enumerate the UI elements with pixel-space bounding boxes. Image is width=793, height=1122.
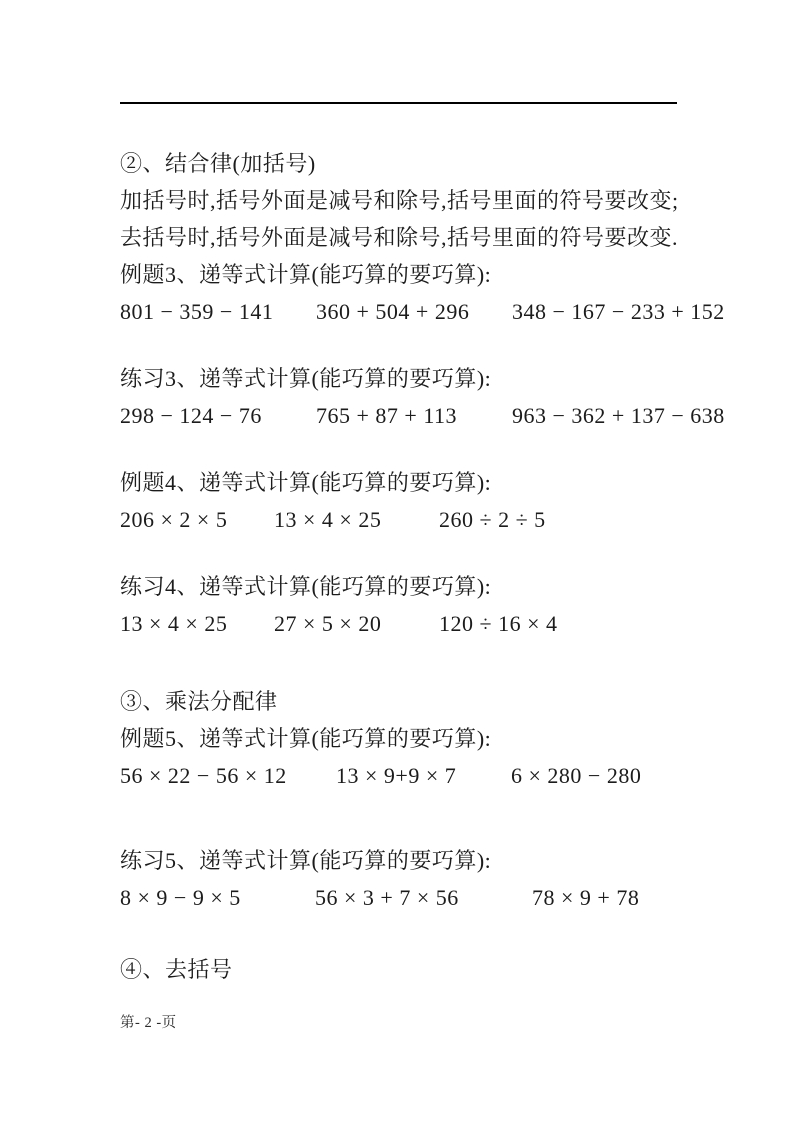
example4-label: 例题4、递等式计算(能巧算的要巧算): (120, 470, 492, 495)
math-expression: 13 × 9+9 × 7 (336, 763, 457, 788)
document-content (120, 145, 725, 988)
practice5-label: 练习5、递等式计算(能巧算的要巧算): (120, 848, 492, 873)
example3-row (120, 293, 725, 330)
example5-row (120, 757, 720, 794)
section3-heading: ③、乘法分配律 (120, 689, 278, 714)
section4-heading: ④、去括号 (120, 957, 233, 982)
math-expression: 206 × 2 × 5 (120, 507, 228, 532)
rule-line-1: 加括号时,括号外面是减号和除号,括号里面的符号要改变; (120, 188, 679, 213)
math-expression: 348 − 167 − 233 + 152 (512, 299, 725, 324)
math-expression: 8 × 9 − 9 × 5 (120, 885, 241, 910)
page-number: 第- 2 -页 (120, 1015, 177, 1031)
math-expression: 801 − 359 − 141 (120, 299, 274, 324)
practice5-row (120, 879, 720, 916)
math-expression: 765 + 87 + 113 (316, 403, 457, 428)
practice3-row (120, 397, 725, 434)
math-expression: 360 + 504 + 296 (316, 299, 470, 324)
math-expression: 120 ÷ 16 × 4 (439, 611, 558, 636)
practice4-label: 练习4、递等式计算(能巧算的要巧算): (120, 574, 492, 599)
math-expression: 963 − 362 + 137 − 638 (512, 403, 725, 428)
math-expression: 260 ÷ 2 ÷ 5 (439, 507, 546, 532)
example5-label: 例题5、递等式计算(能巧算的要巧算): (120, 726, 492, 751)
practice4-row (120, 605, 720, 642)
math-expression: 298 − 124 − 76 (120, 403, 262, 428)
practice3-label: 练习3、递等式计算(能巧算的要巧算): (120, 366, 492, 391)
example4-row (120, 501, 720, 538)
header-rule (120, 102, 677, 104)
math-expression: 56 × 22 − 56 × 12 (120, 763, 287, 788)
math-expression: 27 × 5 × 20 (274, 611, 382, 636)
math-expression: 6 × 280 − 280 (511, 763, 642, 788)
math-expression: 56 × 3 + 7 × 56 (315, 885, 459, 910)
math-expression: 78 × 9 + 78 (532, 885, 640, 910)
rule-line-2: 去括号时,括号外面是减号和除号,括号里面的符号要改变. (120, 225, 679, 250)
math-expression: 13 × 4 × 25 (120, 611, 228, 636)
math-expression: 13 × 4 × 25 (274, 507, 382, 532)
example3-label: 例题3、递等式计算(能巧算的要巧算): (120, 262, 492, 287)
section2-heading: ②、结合律(加括号) (120, 151, 316, 176)
